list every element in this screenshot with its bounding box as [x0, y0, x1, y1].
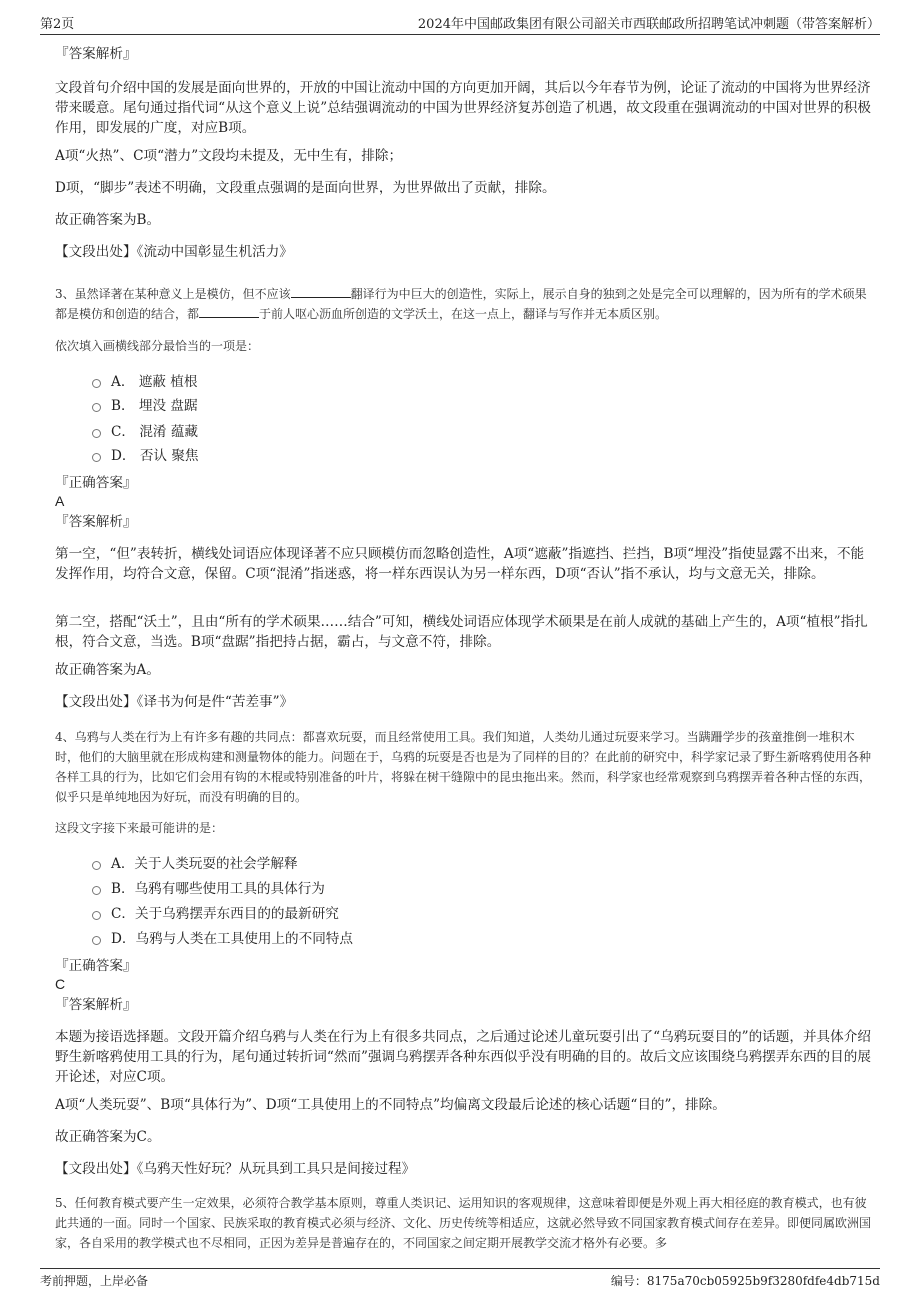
q3-answer-statement: 故正确答案为A。: [55, 662, 160, 678]
radio-icon[interactable]: [92, 886, 101, 895]
radio-icon[interactable]: [92, 453, 101, 462]
q3-prompt: 依次填入画横线部分最恰当的一项是：: [55, 339, 260, 353]
page-header: [40, 12, 880, 35]
q4-option-a[interactable]: A．关于人类玩耍的社会学解释: [92, 854, 298, 874]
q4-stem: 4、乌鸦与人类在行为上有许多有趣的共同点：都喜欢玩耍，而且经常使用工具。我们知道，人类幼儿通过玩耍来学习。当蹒跚学步的孩童推倒一堆积木时，他们的大脑里就在形成构建和测量物体的能力。问题在于，乌鸦的玩耍是否也是为了同样的目的？在此前的研究中，科学家记录了野生新喀鸦使用各种各样工具的行为，比如它们会用有钩的木棍或特别准备的叶片，将躲在树干缝隙中的昆虫拖出来。然而，科学家也经常观察到乌鸦摆弄着各种古怪的东西，似乎只是单纯地因为好玩，而没有明确的目的。: [55, 730, 872, 804]
document-title: 2024年中国邮政集团有限公司韶关市西联邮政所招聘笔试冲刺题（带答案解析）: [417, 17, 880, 32]
radio-icon[interactable]: [92, 936, 101, 945]
q3-option-b[interactable]: B． 埋没 盘踞: [92, 396, 198, 416]
q2-analysis-label: 『答案解析』: [55, 46, 137, 62]
q3-analysis-p2: 第二空，搭配“沃土”，且由“所有的学术硕果……结合”可知，横线处词语应体现学术硕果是在前人成就的基础上产生的，A项“植根”指扎根，符合文意，当选。B项“盘踞”指把持占据，霸占，与文意不符，排除。: [55, 614, 868, 650]
q2-analysis-p2: A项“火热”、C项“潜力”文段均未提及，无中生有，排除；: [55, 148, 403, 164]
q3-correct-answer: A: [55, 493, 65, 509]
q3-source: 【文段出处】《译书为何是件“苦差事”》: [55, 694, 294, 710]
q2-analysis-p3: D项，“脚步”表述不明确，文段重点强调的是面向世界，为世界做出了贡献，排除。: [55, 180, 556, 196]
page-footer: [40, 1268, 880, 1289]
q4-analysis-p1: 本题为接语选择题。文段开篇介绍乌鸦与人类在行为上有很多共同点，之后通过论述儿童玩耍引出了“乌鸦玩耍目的”的话题，并具体介绍野生新喀鸦使用工具的行为，尾句通过转折词“然而”强调乌鸦摆弄各种东西似乎没有明确的目的。故后文应该围绕乌鸦摆弄东西的目的展开论述，对应C项。: [55, 1029, 871, 1085]
radio-icon[interactable]: [92, 911, 101, 920]
q3-stem: 3、虽然译著在某种意义上是模仿，但不应该 翻译行为中巨大的创造性，实际上，展示自身的独到之处是完全可以理解的，因为所有的学术硕果都是模仿和创造的结合，都 于前人呕心沥血所创造的文学沃土，在这一点上，翻译与写作并无本质区别。: [55, 287, 867, 321]
q2-answer-statement: 故正确答案为B。: [55, 212, 161, 228]
radio-icon[interactable]: [92, 429, 101, 438]
q4-option-d[interactable]: D．乌鸦与人类在工具使用上的不同特点: [92, 929, 353, 949]
document-id: 编号：8175a70cb05925b9f3280fdfe4db715d: [610, 1274, 880, 1288]
q4-prompt: 这段文字接下来最可能讲的是：: [55, 821, 224, 835]
q2-analysis-p1: 文段首句介绍中国的发展是面向世界的，开放的中国让流动中国的方向更加开阔，其后以今年春节为例，论证了流动的中国将为世界经济带来暖意。尾句通过指代词“从这个意义上说”总结强调流动的中国为世界经济复苏创造了机遇，故文段重在强调流动的中国对世界的积极作用，即发展的广度，对应B项。: [55, 80, 871, 136]
q4-analysis-label: 『答案解析』: [55, 997, 137, 1013]
q3-correct-label: 『正确答案』: [55, 475, 137, 491]
q3-option-c[interactable]: C． 混淆 蕴藏: [92, 422, 198, 442]
q3-option-d[interactable]: D． 否认 聚焦: [92, 446, 199, 466]
q4-analysis-p2: A项“人类玩耍”、B项“具体行为”、D项“工具使用上的不同特点”均偏离文段最后论述的核心话题“目的”，排除。: [55, 1097, 726, 1113]
q3-analysis-p1: 第一空，“但”表转折，横线处词语应体现译著不应只顾模仿而忽略创造性，A项“遮蔽”指遮挡、拦挡，B项“埋没”指使显露不出来，不能发挥作用，均符合文意，保留。C项“混淆”指迷惑，将一样东西误认为另一样东西，D项“否认”指不承认，均与文意无关，排除。: [55, 546, 865, 582]
radio-icon[interactable]: [92, 861, 101, 870]
q3-blank-1: [291, 285, 351, 298]
q5-stem: 5、任何教育模式要产生一定效果，必须符合教学基本原则，尊重人类识记、运用知识的客观规律，这意味着即便是外观上再大相径庭的教育模式，也有彼此共通的一面。同时一个国家、民族采取的教育模式必须与经济、文化、历史传统等相适应，这就必然导致不同国家教育模式间存在差异。即便同属欧洲国家，各自采用的教学模式也不尽相同，正因为差异是普遍存在的，不同国家之间定期开展教学交流才格外有必要。多: [55, 1196, 872, 1250]
footer-slogan: 考前押题，上岸必备: [40, 1274, 149, 1288]
q4-correct-label: 『正确答案』: [55, 958, 137, 974]
q3-analysis-label: 『答案解析』: [55, 514, 137, 530]
radio-icon[interactable]: [92, 403, 101, 412]
q4-correct-answer: C: [55, 976, 66, 992]
q3-blank-2: [199, 305, 259, 318]
radio-icon[interactable]: [92, 379, 101, 388]
q3-option-a[interactable]: A． 遮蔽 植根: [92, 372, 197, 392]
q4-source: 【文段出处】《乌鸦天性好玩？从玩具到工具只是间接过程》: [55, 1161, 416, 1177]
q4-option-b[interactable]: B．乌鸦有哪些使用工具的具体行为: [92, 879, 325, 899]
q4-option-c[interactable]: C．关于乌鸦摆弄东西目的的最新研究: [92, 904, 339, 924]
q4-answer-statement: 故正确答案为C。: [55, 1129, 161, 1145]
q2-source: 【文段出处】《流动中国彰显生机活力》: [55, 244, 293, 260]
page-number: 第2页: [40, 17, 75, 32]
